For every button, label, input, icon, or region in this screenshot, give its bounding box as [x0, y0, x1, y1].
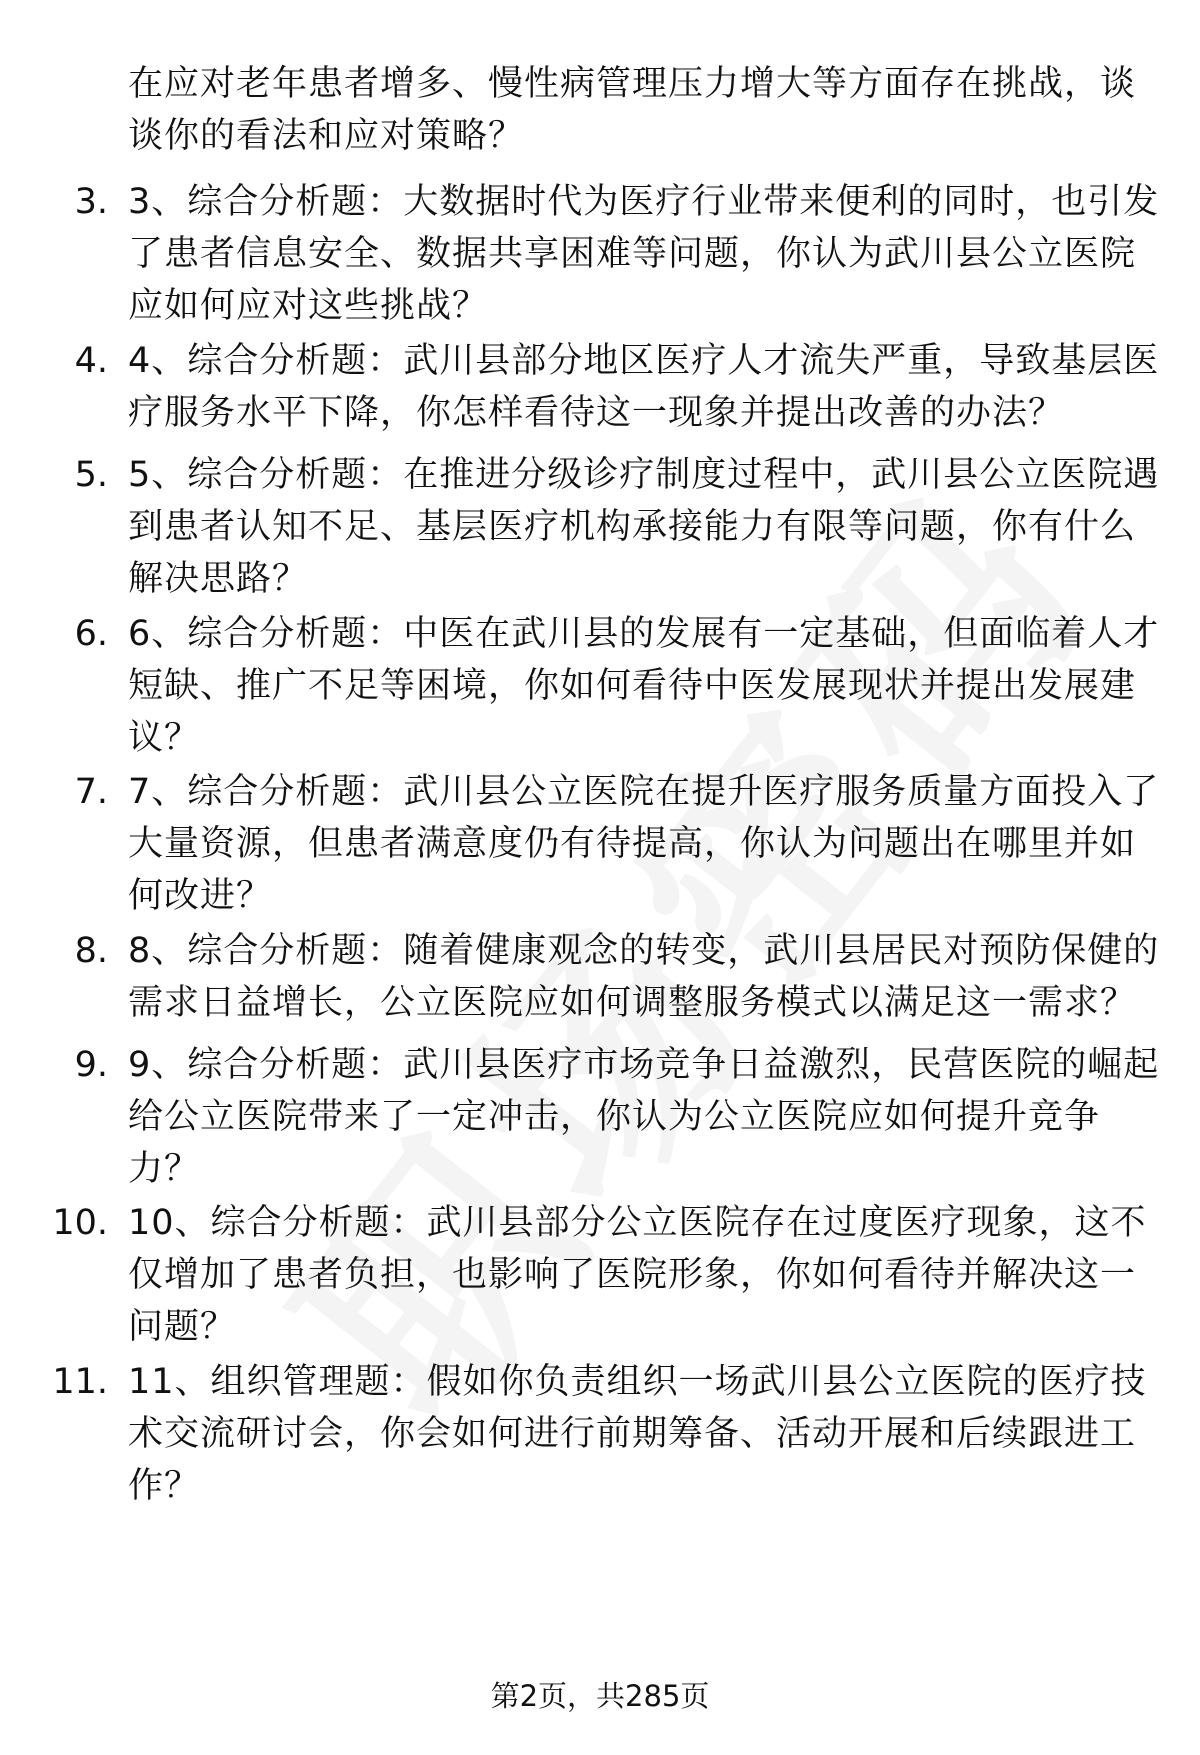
question-number: 8. — [74, 931, 108, 971]
question-text: 6、综合分析题：中医在武川县的发展有一定基础，但面临着人才短缺、推广不足等困境，你如何看待中医发展现状并提出发展建议？ — [128, 614, 1160, 758]
question-text: 5、综合分析题：在推进分级诊疗制度过程中，武川县公立医院遇到患者认知不足、基层医疗机构承接能力有限等问题，你有什么解决思路？ — [128, 455, 1160, 599]
question-number: 9. — [74, 1045, 108, 1085]
question-text: 7、综合分析题：武川县公立医院在提升医疗服务质量方面投入了大量资源，但患者满意度仍有待提高，你认为问题出在哪里并如何改进？ — [128, 772, 1160, 916]
question-text: 8、综合分析题：随着健康观念的转变，武川县居民对预防保健的需求日益增长，公立医院应如何调整服务模式以满足这一需求？ — [128, 931, 1160, 1023]
continued-question-text: 在应对老年患者增多、慢性病管理压力增大等方面存在挑战，谈谈你的看法和应对策略？ — [128, 64, 1137, 156]
question-text: 4、综合分析题：武川县部分地区医疗人才流失严重，导致基层医疗服务水平下降，你怎样看待这一现象并提出改善的办法？ — [128, 341, 1160, 433]
question-text: 3、综合分析题：大数据时代为医疗行业带来便利的同时，也引发了患者信息安全、数据共享困难等问题，你认为武川县公立医院应如何应对这些挑战？ — [128, 182, 1160, 326]
question-text: 10、综合分析题：武川县部分公立医院存在过度医疗现象，这不仅增加了患者负担，也影响了医院形象，你如何看待并解决这一问题？ — [128, 1203, 1147, 1347]
question-number: 4. — [74, 341, 108, 381]
question-text: 9、综合分析题：武川县医疗市场竞争日益激烈，民营医院的崛起给公立医院带来了一定冲击，你认为公立医院应如何提升竞争力？ — [128, 1045, 1160, 1189]
question-number: 3. — [74, 182, 108, 222]
question-text: 11、组织管理题：假如你负责组织一场武川县公立医院的医疗技术交流研讨会，你会如何进行前期筹备、活动开展和后续跟进工作？ — [128, 1362, 1147, 1506]
page-footer: 第2页，共285页 — [490, 1679, 710, 1713]
question-number: 10. — [52, 1203, 108, 1243]
question-number: 6. — [74, 614, 108, 654]
question-number: 11. — [52, 1362, 108, 1402]
question-number: 7. — [74, 772, 108, 812]
question-number: 5. — [74, 455, 108, 495]
